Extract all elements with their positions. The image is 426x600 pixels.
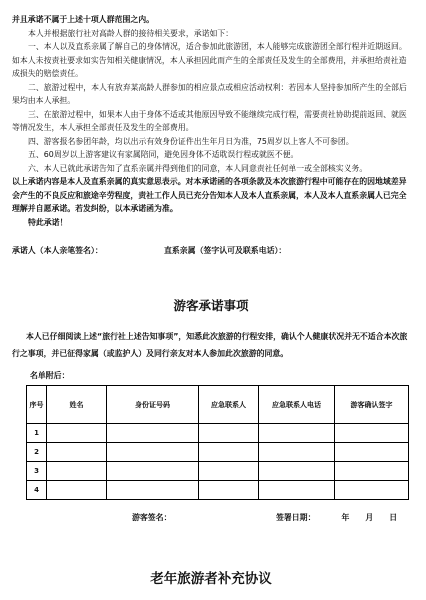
column-header-seq: 序号 [27, 386, 47, 424]
row-number: 3 [27, 462, 47, 481]
id-number-cell[interactable] [107, 424, 199, 443]
sign-date-label: 签署日期： [276, 513, 316, 522]
name-cell[interactable] [47, 424, 107, 443]
confirm-signature-cell[interactable] [335, 462, 409, 481]
section-paragraph: 本人已仔细阅读上述“旅行社上述告知事项”，知悉此次旅游的行程安排，确认个人健康状况并无不适合本次旅行之事项，并已征得家属（或监护人）及同行亲友对本人参加此次旅游的同意。 [12, 332, 408, 358]
emergency-phone-cell[interactable] [259, 481, 335, 500]
paragraph-intro: 并且承诺不属于上述十项人群范围之内。 [12, 15, 155, 24]
column-header-confirm-signature: 游客确认签字 [335, 386, 409, 424]
date-year-label: 年 [341, 513, 350, 522]
table-row [27, 462, 409, 481]
table-row [27, 443, 409, 462]
paragraph-basis: 本人并根据旅行社对高龄人群的接待相关要求，承诺如下： [28, 28, 234, 38]
column-header-id-number: 身份证号码 [107, 386, 199, 424]
table-row [27, 424, 409, 443]
relative-signature-label: 直系亲属（签字认可及联系电话）： [164, 246, 287, 255]
name-cell[interactable] [47, 462, 107, 481]
row-number: 4 [27, 481, 47, 500]
paragraph-item-2: 二、旅游过程中，本人有放弃某高龄人群参加的相应景点或相应活动权利：若因本人坚持参加所产生的全部后果均由本人承担。 [12, 82, 407, 105]
emergency-contact-cell[interactable] [199, 462, 259, 481]
confirm-signature-cell[interactable] [335, 424, 409, 443]
id-number-cell[interactable] [107, 462, 199, 481]
paragraph-item-6: 六、本人已就此承诺告知了直系亲属并得到他们的同意，本人同意责社任何单一或全部核实义务。 [28, 163, 368, 173]
column-header-emergency-contact: 应急联系人 [199, 386, 259, 424]
paragraph-declaration: 以上承诺内容是本人及直系亲属的真实意思表示。对本承诺函的各项条款及本次旅游行程中可能存在的因地域差异会产生的不良反应和旅途辛劳程度，责社工作人员已充分告知本人及本人直系亲属，本人及本人直系亲属人已完全理解并自愿承诺。若发纠纷，以本承诺函为准。 [12, 177, 407, 213]
emergency-contact-cell[interactable] [199, 481, 259, 500]
table-row [27, 481, 409, 500]
row-number: 2 [27, 443, 47, 462]
column-header-emergency-phone: 应急联系人电话 [259, 386, 335, 424]
paragraph-item-3: 三、在旅游过程中，如果本人由于身体不适或其他原因导致不能继续完成行程，需要责社协助提前返回、就医等情况发生，本人承担全部责任及发生的全部费用。 [12, 109, 407, 132]
paragraph-item-1: 一、本人以及直系亲属了解自己的身体情况，适合参加此旅游团，本人能够完成旅游团全部行程并近期返回。如本人未按责社要求如实告知相关健康情况，本人承担因此而产生的全部责任及发生的全部费用，并承担给责社造成损失的赔偿责任。 [12, 42, 407, 78]
emergency-phone-cell[interactable] [259, 462, 335, 481]
paragraph-closing: 特此承诺！ [28, 217, 68, 227]
confirm-signature-cell[interactable] [335, 443, 409, 462]
list-label: 名单附后： [30, 371, 70, 380]
tourist-signature-label: 游客签名： [132, 513, 172, 522]
date-day-label: 日 [389, 513, 398, 522]
id-number-cell[interactable] [107, 481, 199, 500]
emergency-contact-cell[interactable] [199, 424, 259, 443]
row-number: 1 [27, 424, 47, 443]
id-number-cell[interactable] [107, 443, 199, 462]
section-title: 游客承诺事项 [173, 298, 249, 313]
table-header-row [27, 386, 409, 424]
name-cell[interactable] [47, 481, 107, 500]
confirm-signature-cell[interactable] [335, 481, 409, 500]
paragraph-item-4: 四、游客报名参团年龄，均以出示有效身份证件出生年月日为准，75周岁以上客人不可参团。 [28, 136, 354, 146]
paragraph-item-5: 五、60周岁以上游客建议有家属陪同，避免因身体不适耽误行程或就医不便。 [28, 150, 299, 159]
date-month-label: 月 [365, 513, 374, 522]
tourist-table [26, 385, 409, 500]
emergency-phone-cell[interactable] [259, 424, 335, 443]
column-header-name: 姓名 [47, 386, 107, 424]
name-cell[interactable] [47, 443, 107, 462]
footer-signature-row [12, 512, 410, 523]
emergency-phone-cell[interactable] [259, 443, 335, 462]
promiser-signature-label: 承诺人（本人亲笔签名）： [12, 246, 103, 255]
bottom-title: 老年旅游者补充协议 [150, 571, 272, 587]
signature-row [12, 245, 410, 256]
emergency-contact-cell[interactable] [199, 443, 259, 462]
